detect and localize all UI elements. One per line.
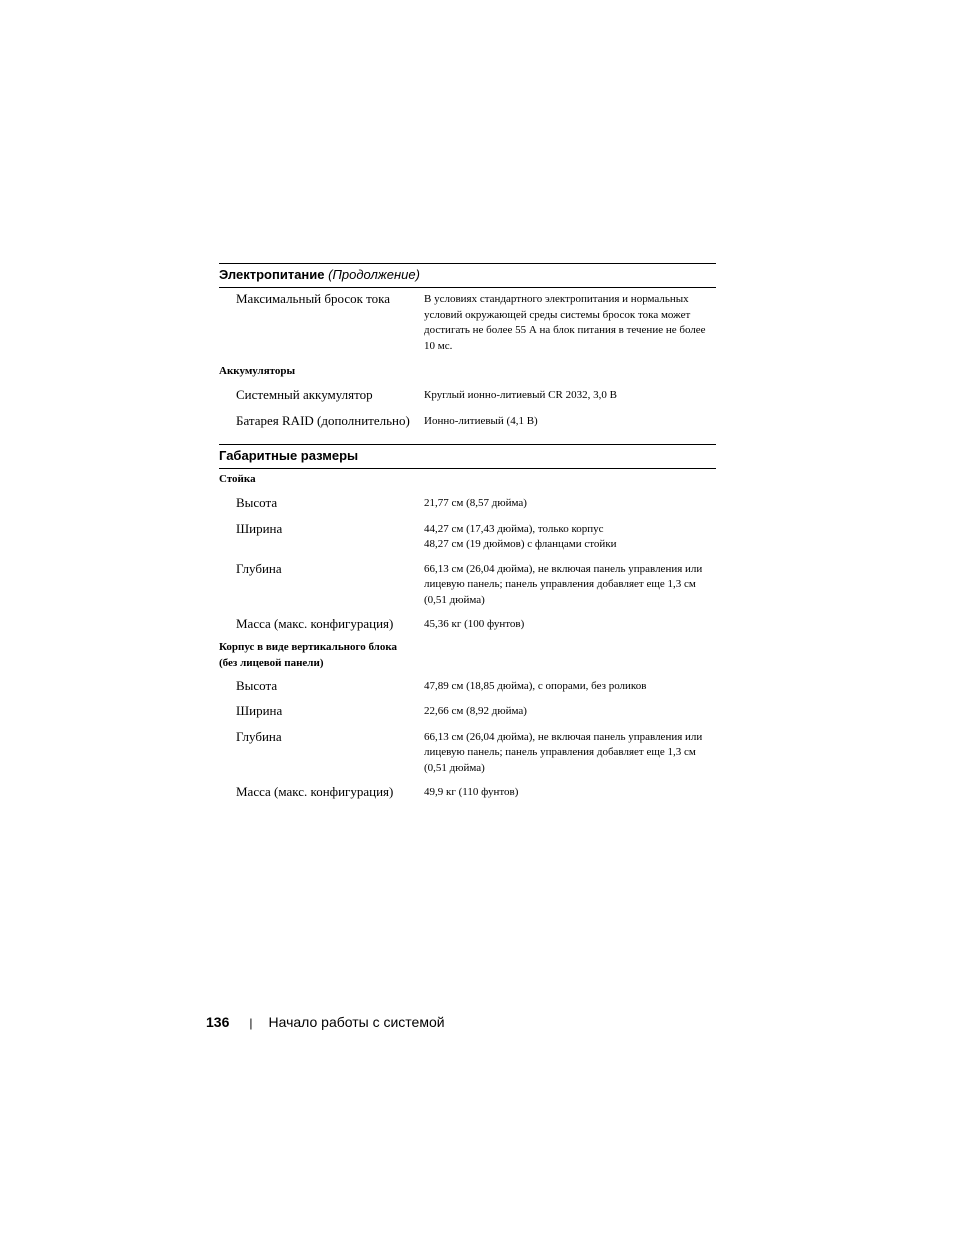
power-section xyxy=(219,263,716,429)
spec-row-tower-depth xyxy=(219,729,716,777)
spec-value: 66,13 см (26,04 дюйма), не включая панель управления или лицевую панель; панель управления добавляет еще 1,3 см (0,51 дюйма) xyxy=(424,730,703,774)
spec-row-system-battery xyxy=(219,387,716,404)
spec-row-rack-depth xyxy=(219,561,716,609)
spec-value-group xyxy=(424,521,716,553)
tower-subheading xyxy=(219,639,716,671)
spec-row-tower-weight xyxy=(219,784,716,801)
spec-row-rack-width xyxy=(219,521,716,553)
spec-value: В условиях стандартного электропитания и нормальных условий окружающей среды системы бросок тока может достигать не более 55 А на блок питания в течение не более 10 мс. xyxy=(424,293,706,352)
spec-row-rack-height xyxy=(219,495,716,512)
spec-label: Масса (макс. конфигурация) xyxy=(236,784,394,799)
spec-value: 45,36 кг (100 фунтов) xyxy=(424,618,525,630)
footer-separator: | xyxy=(249,1016,253,1030)
spec-row-tower-height xyxy=(219,678,716,695)
spec-label: Глубина xyxy=(236,560,282,576)
dimensions-section-title: Габаритные размеры xyxy=(219,448,359,463)
spec-value: Ионно-литиевый (4,1 В) xyxy=(424,414,538,427)
tower-subheading-line: Корпус в виде вертикального блока xyxy=(219,640,398,653)
spec-value: 21,77 см (8,57 дюйма) xyxy=(424,497,527,509)
page-number: 136 xyxy=(206,1014,230,1030)
power-section-title: Электропитание xyxy=(219,267,325,282)
spec-label: Ширина xyxy=(236,520,283,536)
spec-row-inrush-current xyxy=(219,291,716,354)
spec-value: 49,9 кг (110 фунтов) xyxy=(424,786,519,798)
spec-label: Системный аккумулятор xyxy=(236,387,373,402)
spec-label: Высота xyxy=(236,495,278,510)
spec-row-raid-battery xyxy=(219,413,716,430)
spec-value: 66,13 см (26,04 дюйма), не включая панель управления или лицевую панель; панель управления добавляет еще 1,3 см (0,51 дюйма) xyxy=(424,562,703,606)
spec-label: Максимальный бросок тока xyxy=(236,291,391,306)
power-section-title-suffix: (Продолжение) xyxy=(328,267,420,282)
spec-value-line: 44,27 см (17,43 дюйма), только корпус xyxy=(424,522,604,535)
rack-subheading: Стойка xyxy=(219,473,256,485)
spec-value: 47,89 см (18,85 дюйма), с опорами, без роликов xyxy=(424,679,647,692)
spec-row-rack-weight xyxy=(219,616,716,633)
spec-label: Батарея RAID (дополнительно) xyxy=(236,412,410,428)
spec-label: Ширина xyxy=(236,703,283,718)
spec-value: 22,66 см (8,92 дюйма) xyxy=(424,705,527,717)
dimensions-section xyxy=(219,444,716,801)
tower-subheading-line: (без лицевой панели) xyxy=(219,656,324,669)
dimensions-section-header xyxy=(219,444,716,469)
spec-row-tower-width xyxy=(219,703,716,720)
spec-label: Глубина xyxy=(236,728,282,744)
power-section-header xyxy=(219,263,716,288)
spec-value: Круглый ионно-литиевый CR 2032, 3,0 В xyxy=(424,389,617,401)
spec-value-line: 48,27 см (19 дюймов) с фланцами стойки xyxy=(424,538,617,550)
batteries-subheading: Аккумуляторы xyxy=(219,365,296,377)
page-footer xyxy=(206,1014,445,1030)
spec-label: Масса (макс. конфигурация) xyxy=(236,616,394,631)
footer-doc-title: Начало работы с системой xyxy=(268,1014,445,1030)
spec-label: Высота xyxy=(236,677,278,693)
